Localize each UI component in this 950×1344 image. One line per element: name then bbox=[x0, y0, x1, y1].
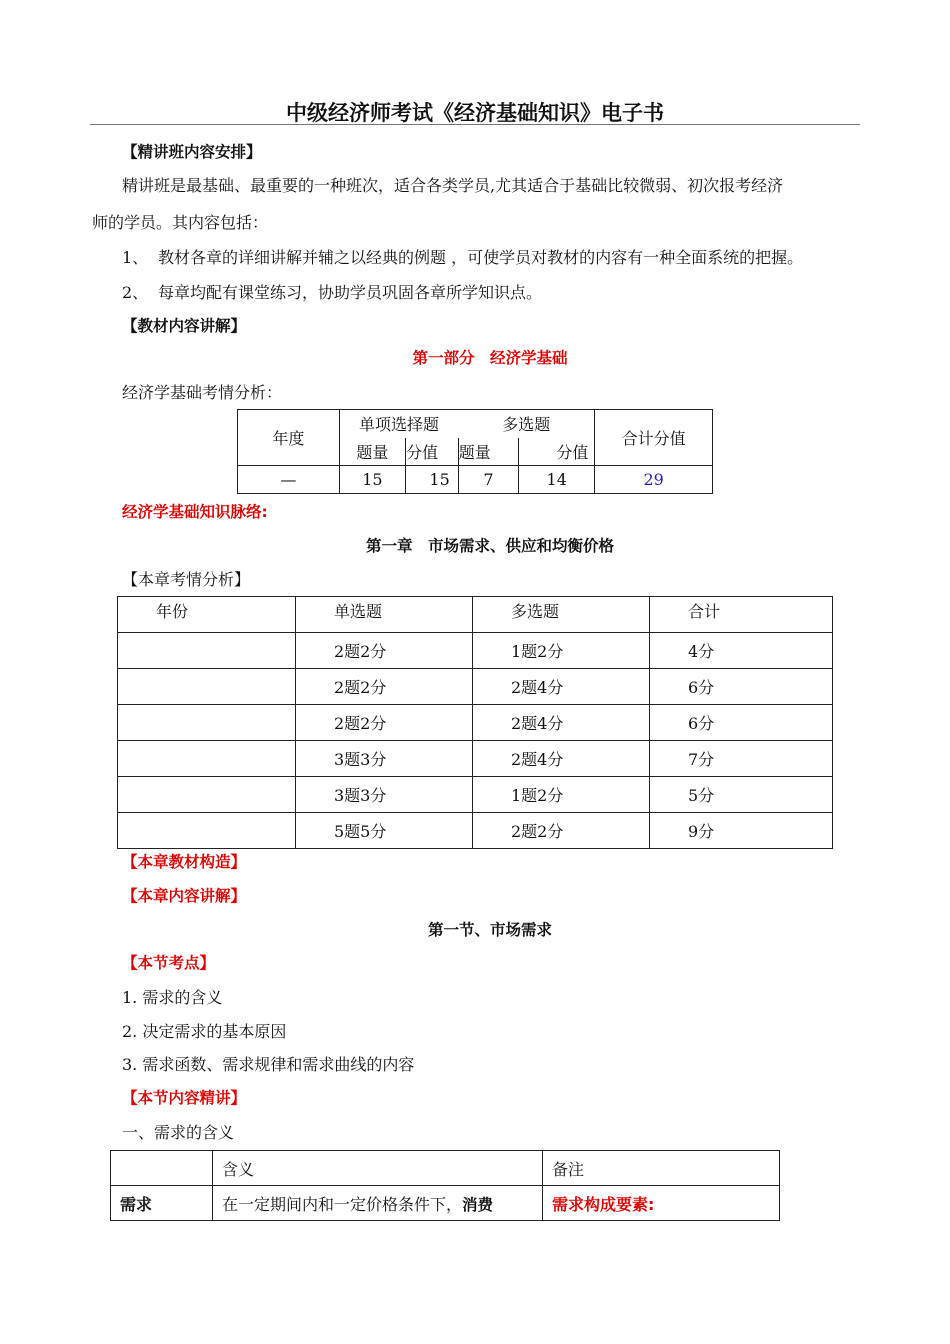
knowledge-map-heading: 经济学基础知识脉络: bbox=[122, 503, 268, 521]
section-title: 第一节、市场需求 bbox=[427, 921, 552, 939]
cell-demand-note: 需求构成要素: bbox=[543, 1186, 780, 1221]
header-year: 年份 bbox=[118, 597, 296, 633]
detail-heading: 【本节内容精讲】 bbox=[122, 1089, 247, 1107]
exam-analysis-table bbox=[237, 409, 713, 494]
list-item-2-number: 2、 bbox=[122, 283, 149, 302]
header-score-2: 分值 bbox=[519, 438, 595, 466]
analysis-label: 经济学基础考情分析： bbox=[122, 383, 283, 402]
table-row: 5题5分 2题2分 9分 bbox=[118, 813, 833, 849]
structure-heading: 【本章教材构造】 bbox=[122, 853, 247, 871]
subheading-demand-meaning: 一、需求的含义 bbox=[122, 1123, 235, 1142]
header-multi: 多选题 bbox=[473, 597, 650, 633]
chapter-title: 第一章 市场需求、供应和均衡价格 bbox=[365, 537, 614, 555]
section-heading-class-arrangement: 【精讲班内容安排】 bbox=[122, 143, 262, 161]
table-row: 2题2分 1题2分 4分 bbox=[118, 633, 833, 669]
list-item-1-text: 教材各章的详细讲解并辅之以经典的例题 ，可使学员对教材的内容有一种全面系统的把握。 bbox=[158, 248, 804, 267]
cell-demand-label: 需求 bbox=[111, 1186, 213, 1221]
table-row: 2题2分 2题4分 6分 bbox=[118, 705, 833, 741]
list-item-2-text: 每章均配有课堂练习，协助学员巩固各章所学知识点。 bbox=[158, 283, 543, 302]
page-title: 中级经济师考试《经济基础知识》电子书 bbox=[286, 101, 664, 125]
point-2: 2. 决定需求的基本原因 bbox=[122, 1022, 287, 1041]
cell-multi-score: 14 bbox=[519, 466, 595, 494]
cell-total: 29 bbox=[595, 466, 713, 494]
intro-paragraph-line2: 师的学员。其内容包括： bbox=[92, 213, 269, 232]
header-score-1: 分值 bbox=[406, 438, 459, 466]
table-row: 2题2分 2题4分 6分 bbox=[118, 669, 833, 705]
header-single-choice: 单项选择题 bbox=[339, 410, 458, 438]
chapter-analysis-table bbox=[117, 596, 833, 849]
header-quantity-1: 题量 bbox=[339, 438, 405, 466]
table-row: 3题3分 2题4分 7分 bbox=[118, 741, 833, 777]
cell-demand-definition: 在一定期间内和一定价格条件下，消费 bbox=[213, 1186, 543, 1221]
header-total-score: 合计分值 bbox=[595, 410, 713, 466]
demand-meaning-table bbox=[110, 1150, 780, 1221]
header-quantity-2: 题量 bbox=[458, 438, 518, 466]
intro-paragraph-line1: 精讲班是最基础、最重要的一种班次，适合各类学员,尤其适合于基础比较微弱、初次报考经济 bbox=[122, 176, 784, 195]
header-meaning: 含义 bbox=[213, 1151, 543, 1186]
cell-year: — bbox=[238, 466, 340, 494]
list-item-1-number: 1、 bbox=[122, 248, 149, 267]
chapter-analysis-heading: 【本章考情分析】 bbox=[122, 570, 251, 589]
cell-multi-qty: 7 bbox=[458, 466, 518, 494]
table-row: 3题3分 1题2分 5分 bbox=[118, 777, 833, 813]
header-empty bbox=[111, 1151, 213, 1186]
section-heading-textbook: 【教材内容讲解】 bbox=[122, 317, 247, 335]
header-multi-choice: 多选题 bbox=[458, 410, 595, 438]
header-note: 备注 bbox=[543, 1151, 780, 1186]
title-divider bbox=[90, 124, 860, 125]
header-single: 单选题 bbox=[296, 597, 473, 633]
cell-single-qty: 15 bbox=[339, 466, 405, 494]
header-year: 年度 bbox=[238, 410, 340, 466]
point-3: 3. 需求函数、需求规律和需求曲线的内容 bbox=[122, 1055, 415, 1074]
content-heading: 【本章内容讲解】 bbox=[122, 887, 247, 905]
part-title: 第一部分 经济学基础 bbox=[412, 349, 568, 367]
cell-single-score: 15 bbox=[406, 466, 459, 494]
points-heading: 【本节考点】 bbox=[122, 954, 216, 972]
header-total: 合计 bbox=[650, 597, 833, 633]
point-1: 1. 需求的含义 bbox=[122, 988, 223, 1007]
